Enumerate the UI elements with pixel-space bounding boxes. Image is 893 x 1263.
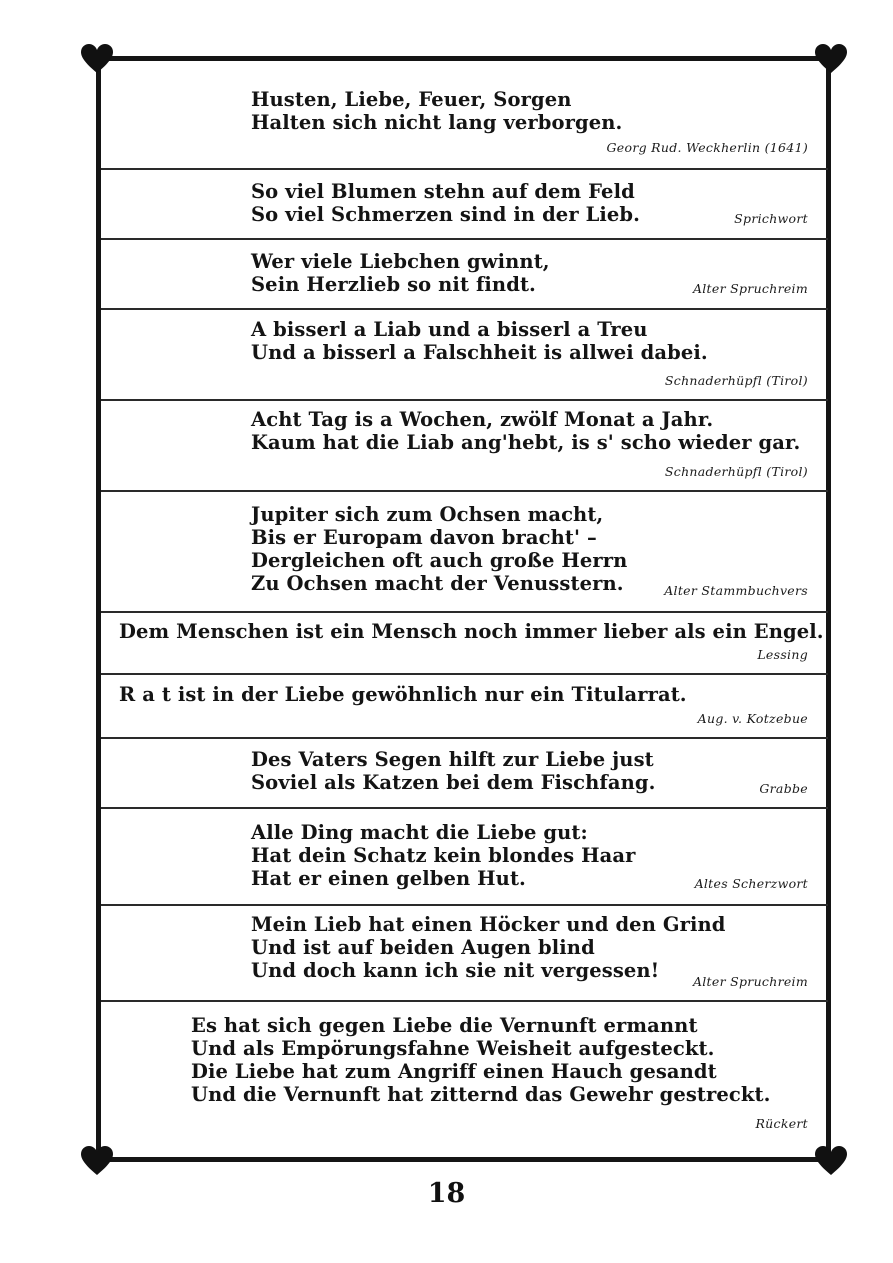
divider [101, 737, 828, 739]
quote-attribution: Schnaderhüpfl (Tirol) [664, 373, 808, 388]
quote-line: Und die Vernunft hat zitternd das Gewehr gestreckt. [191, 1083, 771, 1106]
divider [101, 308, 828, 310]
quote-line: Husten, Liebe, Feuer, Sorgen [251, 88, 572, 111]
page-number: 18 [427, 1178, 466, 1209]
quote-line: Acht Tag is a Wochen, zwölf Monat a Jahr. [251, 408, 714, 431]
quote-line: Alle Ding macht die Liebe gut: [251, 821, 588, 844]
divider [101, 1000, 828, 1002]
quote-attribution: Sprichwort [734, 211, 808, 226]
quote-line: Und doch kann ich sie nit vergessen! [251, 959, 660, 982]
quote-entry [101, 408, 828, 488]
quote-attribution: Alter Spruchreim [692, 974, 808, 989]
quote-entry [101, 88, 828, 168]
quote-verse [251, 503, 627, 595]
quote-verse [251, 250, 550, 296]
divider [101, 904, 828, 906]
quote-attribution: Altes Scherzwort [694, 876, 808, 891]
quote-attribution: Grabbe [759, 781, 808, 796]
quote-line: Des Vaters Segen hilft zur Liebe just [251, 748, 654, 771]
quote-verse [251, 821, 636, 890]
quote-line: Zu Ochsen macht der Venusstern. [251, 572, 624, 595]
quote-verse [251, 180, 640, 226]
quote-line: Halten sich nicht lang verborgen. [251, 111, 623, 134]
divider [101, 807, 828, 809]
quote-line: A bisserl a Liab und a bisserl a Treu [251, 318, 648, 341]
quote-entry [101, 180, 828, 238]
quote-entry [101, 913, 828, 999]
heart-icon [80, 43, 114, 75]
quote-entry [101, 503, 828, 610]
heart-icon [814, 1145, 848, 1177]
divider [101, 168, 828, 170]
divider [101, 673, 828, 675]
quote-line: Und a bisserl a Falschheit is allwei dabei. [251, 341, 708, 364]
quote-line: Jupiter sich zum Ochsen macht, [251, 503, 604, 526]
quote-verse [119, 620, 824, 643]
border-top [96, 56, 831, 61]
quote-attribution: Alter Spruchreim [692, 281, 808, 296]
quote-line: Sein Herzlieb so nit findt. [251, 273, 536, 296]
quote-line: Es hat sich gegen Liebe die Vernunft ermannt [191, 1014, 698, 1037]
quote-verse [251, 88, 622, 134]
quote-attribution: Aug. v. Kotzebue [697, 711, 808, 726]
divider [101, 490, 828, 492]
quote-line: Und ist auf beiden Augen blind [251, 936, 595, 959]
border-bottom [96, 1157, 831, 1162]
quote-line: Hat er einen gelben Hut. [251, 867, 526, 890]
quote-verse [251, 408, 800, 454]
quote-entry [101, 1014, 828, 1131]
quote-line: R a t ist in der Liebe gewöhnlich nur ein Titularrat. [119, 683, 687, 706]
quote-line: Mein Lieb hat einen Höcker und den Grind [251, 913, 726, 936]
quote-entry [101, 683, 828, 737]
heart-icon [80, 1145, 114, 1177]
quote-line: Dergleichen oft auch große Herrn [251, 549, 628, 572]
divider [101, 611, 828, 613]
quote-line: So viel Schmerzen sind in der Lieb. [251, 203, 641, 226]
quote-line: Soviel als Katzen bei dem Fischfang. [251, 771, 656, 794]
quote-verse [119, 683, 687, 706]
quote-attribution: Alter Stammbuchvers [664, 583, 808, 598]
quote-entry [101, 620, 828, 672]
quote-entry [101, 250, 828, 308]
heart-icon [814, 43, 848, 75]
quote-line: Und als Empörungsfahne Weisheit aufgesteckt. [191, 1037, 715, 1060]
quote-attribution: Georg Rud. Weckherlin (1641) [606, 140, 808, 155]
quote-entry [101, 821, 828, 903]
quote-attribution: Lessing [757, 647, 808, 662]
divider [101, 238, 828, 240]
quote-line: So viel Blumen stehn auf dem Feld [251, 180, 635, 203]
quote-verse [251, 913, 726, 982]
quote-line: Bis er Europam davon bracht' – [251, 526, 597, 549]
quote-verse [251, 318, 708, 364]
quote-line: Kaum hat die Liab ang'hebt, is s' scho wieder gar. [251, 431, 801, 454]
quote-line: Hat dein Schatz kein blondes Haar [251, 844, 636, 867]
quote-entry [101, 318, 828, 398]
quote-line: Dem Menschen ist ein Mensch noch immer lieber als ein Engel. [119, 620, 824, 643]
quote-attribution: Rückert [755, 1116, 808, 1131]
quote-verse [191, 1014, 770, 1106]
quote-line: Die Liebe hat zum Angriff einen Hauch gesandt [191, 1060, 717, 1083]
quote-attribution: Schnaderhüpfl (Tirol) [664, 464, 808, 479]
quote-verse [251, 748, 655, 794]
quote-line: Wer viele Liebchen gwinnt, [251, 250, 550, 273]
divider [101, 399, 828, 401]
quote-entry [101, 748, 828, 806]
